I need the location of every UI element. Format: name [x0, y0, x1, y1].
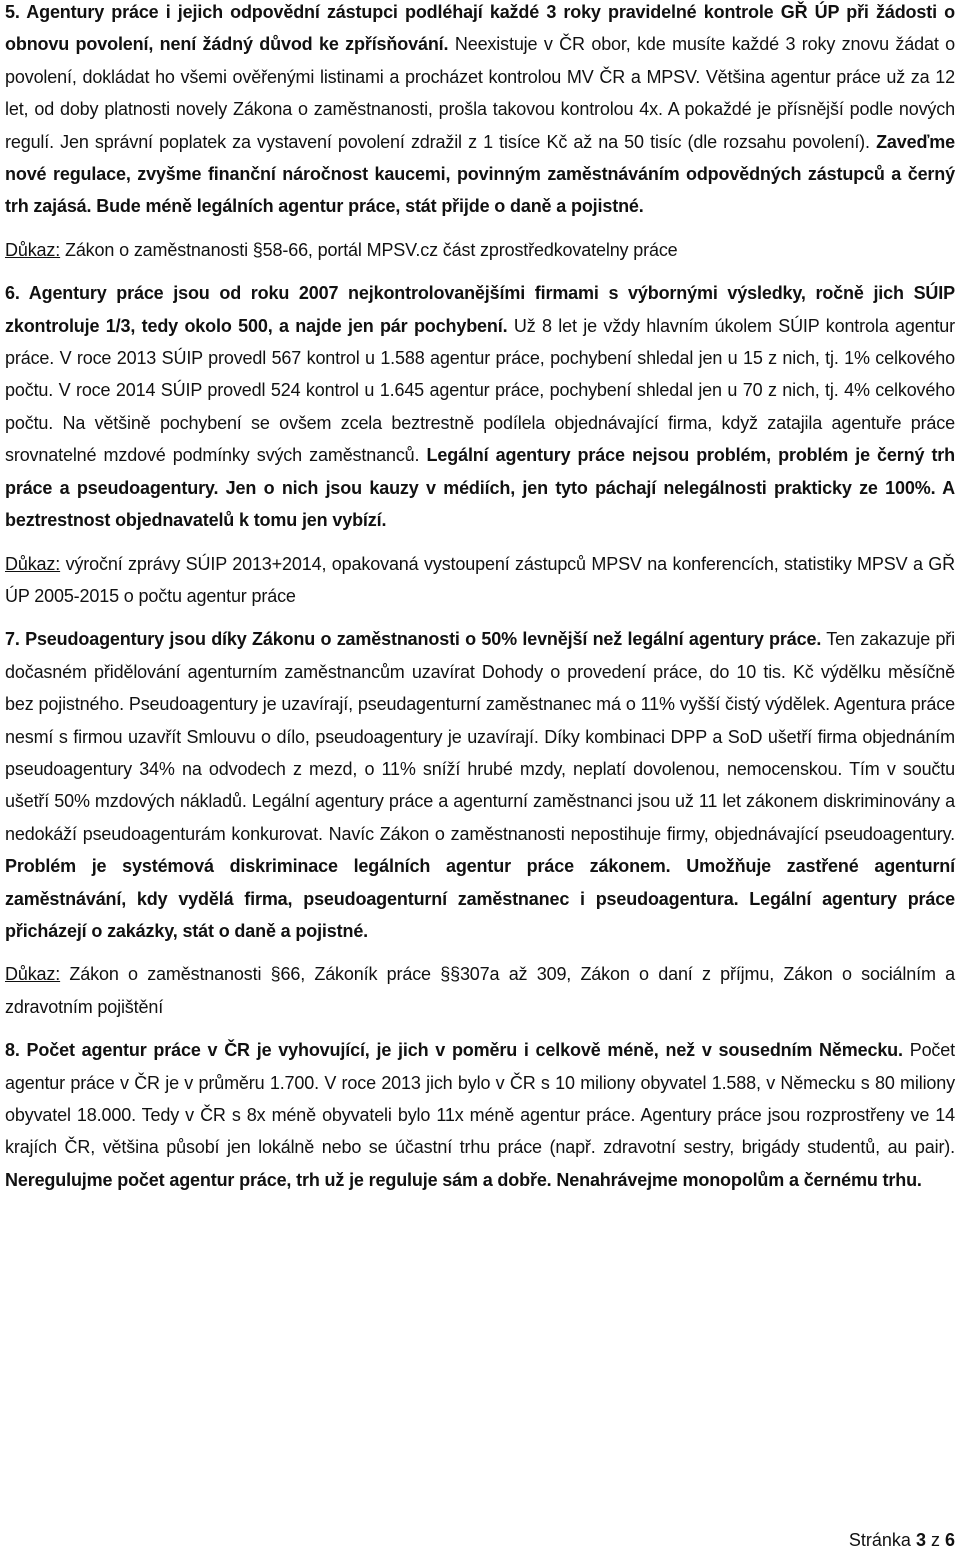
page-number-footer [849, 1530, 955, 1551]
evidence-7-label: Důkaz: [5, 964, 61, 985]
paragraph-6-heading: 6. Agentury práce jsou od roku 2007 nejkontrolovanějšími firmami s výbornými výsledky, ročně jich SÚIP zkontroluje 1/3, tedy okolo 500, a najde jen pár pochybení. [5, 283, 955, 336]
document-page [5, 0, 955, 1196]
paragraph-8 [5, 1034, 955, 1196]
evidence-7-text: Zákon o zaměstnanosti §66, Zákoník práce §§307a až 309, Zákon o daní z příjmu, Zákon o sociálním a zdravotním pojištění [5, 964, 955, 1017]
evidence-7 [5, 958, 955, 1023]
paragraph-6-body: Už 8 let je vždy hlavním úkolem SÚIP kontrola agentur práce. V roce 2013 SÚIP provedl 567 kontrol u 1.588 agentur práce, pochybení shledal jen u 15 z nich, tj. 1% celkového počtu. V roce 2014 SÚIP provedl 524 kontrol u 1.645 agentur práce, pochybení shledal jen u 70 z nich, tj. 4% celkového počtu. Na většině pochybení se ovšem zcela beztrestně podílela objednávající firma, když zatajila agentuře práce srovnatelné mzdové podmínky svých zaměstnanců. [5, 315, 956, 466]
footer-current-page: 3 [915, 1530, 926, 1550]
footer-total-pages: 6 [944, 1530, 955, 1550]
paragraph-7-body: Ten zakazuje při dočasném přidělování agenturním zaměstnancům uzavírat Dohody o provedení práce, do 10 tis. Kč výdělku měsíčně bez pojistného. Pseudoagentury je uzavírají, pseudagenturní zaměstnanec má o 11% vyšší čistý výdělek. Agentura práce nesmí s firmou uzavřít Smlouvu o dílo, pseudoagentury je uzavírají. Díky kombinaci DPP a SoD ušetří firma objednáním pseudoagentury 34% na odvodech z mezd, o 11% sníží hrubé mzdy, neplatí dovolenou, nemocenskou. Tím v součtu ušetří 50% mzdových nákladů. Legální agentury práce a agenturní zaměstnanci jsou už 11 let zákonem diskriminovány a nedokáží pseudoagenturám konkurovat. Navíc Zákon o zaměstnanosti nepostihuje firmy, objednávající pseudoagentury. [5, 629, 955, 844]
paragraph-5 [5, 0, 955, 223]
evidence-5 [5, 234, 955, 266]
paragraph-8-conclusion: Neregulujme počet agentur práce, trh už je reguluje sám a dobře. Nenahrávejme monopolům a černému trhu. [5, 1169, 922, 1190]
paragraph-7-conclusion: Problém je systémová diskriminace legálních agentur práce zákonem. Umožňuje zastřené agenturní zaměstnávání, kdy vydělá firma, pseudoagenturní zaměstnanec i pseudoagentura. Legální agentury práce přicházejí o zakázky, stát o daně a pojistné. [5, 856, 955, 941]
paragraph-8-body: Počet agentur práce v ČR je v průměru 1.700. V roce 2013 jich bylo v ČR s 10 miliony obyvatel 1.588, v Německu s 80 miliony obyvatel 18.000. Tedy v ČR s 8x méně obyvateli bylo 11x méně agentur práce. Agentury práce jsou rozprostřeny ve 14 krajích ČR, většina působí jen lokálně nebo se účastní trhu práce (např. zdravotní sestry, brigády studentů, au pair). [5, 1040, 955, 1158]
footer-of: z [925, 1530, 945, 1550]
evidence-5-text: Zákon o zaměstnanosti §58-66, portál MPSV.cz část zprostředkovatelny práce [60, 239, 678, 260]
paragraph-5-conclusion: Zaveďme nové regulace, zvyšme finanční náročnost kaucemi, povinným zaměstnáváním odpovědných zástupců a černý trh zajásá. Bude méně legálních agentur práce, stát přijde o daně a pojistné. [5, 131, 955, 217]
evidence-6-label: Důkaz: [5, 553, 61, 574]
evidence-5-label: Důkaz: [5, 239, 61, 260]
paragraph-6 [5, 277, 955, 536]
footer-prefix: Stránka [848, 1530, 916, 1550]
paragraph-8-heading: 8. Počet agentur práce v ČR je vyhovující, je jich v poměru i celkově méně, než v sousedním Německu. [5, 1040, 903, 1061]
paragraph-6-conclusion: Legální agentury práce nejsou problém, problém je černý trh práce a pseudoagentury. Jen o nich jsou kauzy v médiích, jen tyto páchají nelegálnosti prakticky ze 100%. A beztrestnost objednavatelů k tomu jen vybízí. [5, 445, 955, 531]
paragraph-7 [5, 623, 955, 947]
paragraph-7-heading: 7. Pseudoagentury jsou díky Zákonu o zaměstnanosti o 50% levnější než legální agentury práce. [5, 629, 822, 650]
evidence-6 [5, 548, 955, 613]
evidence-6-text: výroční zprávy SÚIP 2013+2014, opakovaná vystoupení zástupců MPSV na konferencích, statistiky MPSV a GŘ ÚP 2005-2015 o počtu agentur práce [5, 553, 955, 606]
paragraph-5-body: Neexistuje v ČR obor, kde musíte každé 3 roky znovu žádat o povolení, dokládat ho všemi ověřenými listinami a procházet kontrolou MV ČR a MPSV. Většina agentur práce už za 12 let, od doby platnosti novely Zákona o zaměstnanosti, prošla takovou kontrolou 4x. A pokaždé je přísnější podle nových regulí. Jen správní poplatek za vystavení povolení zdražil z 1 tisíce Kč až na 50 tisíc (dle rozsahu povolení). [5, 34, 956, 152]
paragraph-5-heading: 5. Agentury práce i jejich odpovědní zástupci podléhají každé 3 roky pravidelné kontrole GŘ ÚP při žádosti o obnovu povolení, není žádný důvod ke zpřísňování. [5, 2, 955, 55]
